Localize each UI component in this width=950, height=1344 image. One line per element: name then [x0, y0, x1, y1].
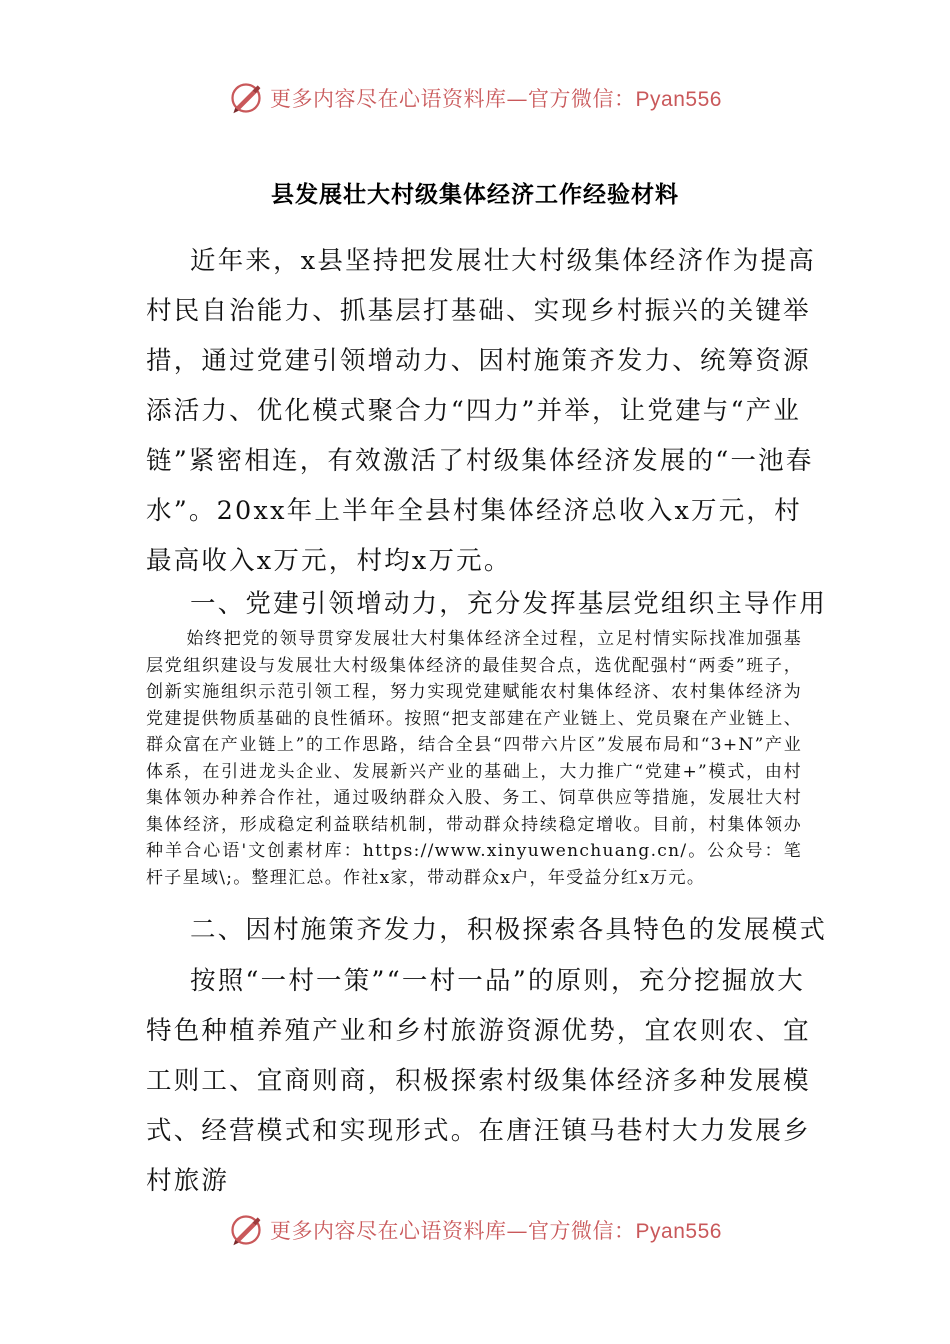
section-2-heading: 二、因村施策齐发力，积极探索各具特色的发展模式 — [190, 915, 828, 945]
banner-text: 更多内容尽在心语资料库—官方微信：Pyan556 — [270, 1219, 722, 1243]
section-1-heading: 一、党建引领增动力，充分发挥基层党组织主导作用 — [190, 589, 828, 619]
banner-text: 更多内容尽在心语资料库—官方微信：Pyan556 — [270, 87, 722, 111]
banner-wechat-id: Pyan556 — [635, 1220, 722, 1243]
pen-logo-icon — [228, 1212, 264, 1248]
intro-paragraph: 近年来，x县坚持把发展壮大村级集体经济作为提高村民自治能力、抓基层打基础、实现乡村振兴的关键举措，通过党建引领增动力、因村施策齐发力、统筹资源添活力、优化模式聚合力“四力”并举，让党建与“产业链”紧密相连，有效激活了村级集体经济发展的“一池春水”。20xx年上半年全县村集体经济总收入x万元，村最高收入x万元，村均x万元。 — [146, 246, 816, 576]
banner-wechat-id: Pyan556 — [635, 88, 722, 111]
section-1-body: 始终把党的领导贯穿发展壮大村集体经济全过程，立足村情实际找准加强基层党组织建设与发展壮大村级集体经济的最佳契合点，选优配强村“两委”班子，创新实施组织示范引领工程，努力实现党建赋能农村集体经济、农村集体经济为党建提供物质基础的良性循环。按照“把支部建在产业链上、党员聚在产业链上、群众富在产业链上”的工作思路，结合全县“四带六片区”发展布局和“3+N”产业体系，在引进龙头企业、发展新兴产业的基础上，大力推广“党建+”模式，由村集体领办种养合作社，通过吸纳群众入股、务工、饲草供应等措施，发展壮大村集体经济，形成稳定利益联结机制，带动群众持续稳定增收。目前，村集体领办种羊合心语'文创素材库：https://www.xinyuwenchuang.cn/。公众号：笔杆子星域\;。整理汇总。作社x家，带动群众x户，年受益分红x万元。 — [146, 629, 802, 888]
pen-logo-icon — [228, 80, 264, 116]
section-2-body: 按照“一村一策”“一村一品”的原则，充分挖掘放大特色种植养殖产业和乡村旅游资源优势，宜农则农、宜工则工、宜商则商，积极探索村级集体经济多种发展模式、经营模式和实现形式。在唐汪镇马巷村大力发展乡村旅游 — [146, 966, 811, 1196]
header-banner — [0, 76, 950, 120]
footer-banner — [0, 1208, 950, 1252]
document-title: 县发展壮大村级集体经济工作经验材料 — [271, 182, 679, 208]
